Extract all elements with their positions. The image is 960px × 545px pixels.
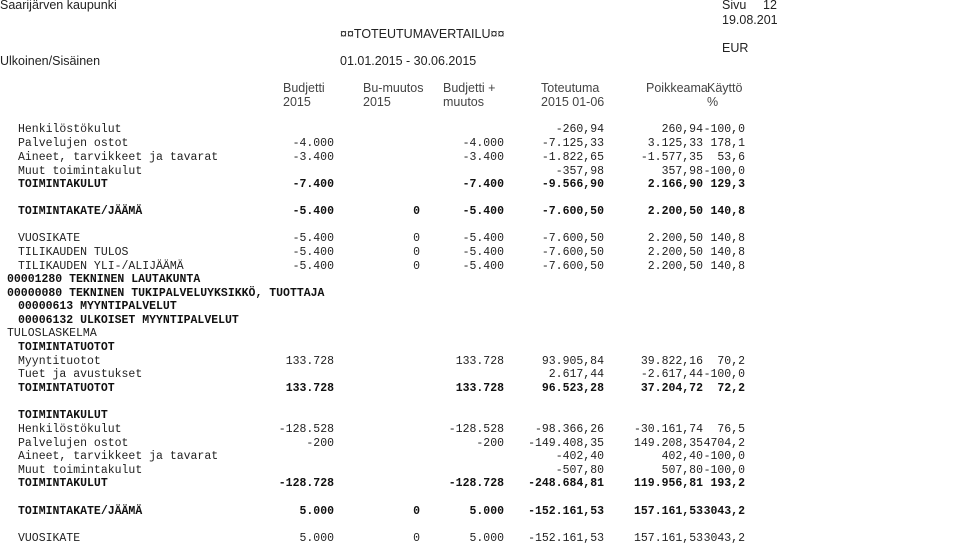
cell-value: 178,1 (710, 137, 745, 150)
cell-value: 96.523,28 (541, 382, 604, 395)
cell-value: -9.566,90 (541, 178, 604, 191)
currency-label: EUR (722, 41, 749, 55)
cell-value: 0 (413, 260, 420, 273)
cell-value: -5.400 (292, 205, 334, 218)
row-label: VUOSIKATE (18, 232, 81, 245)
column-header: Budjetti + (443, 81, 496, 95)
cell-value: -7.600,50 (541, 246, 604, 259)
cell-value: 133.728 (455, 355, 504, 368)
cell-value: -128.528 (448, 423, 504, 436)
cell-value: -7.600,50 (541, 205, 604, 218)
cell-value: -4.000 (462, 137, 504, 150)
cell-value: -5.400 (462, 205, 504, 218)
cell-value: -152.161,53 (528, 505, 604, 518)
row-label: TOIMINTATUOTOT (18, 382, 115, 395)
row-label: TOIMINTATUOTOT (18, 341, 115, 354)
row-label: Palvelujen ostot (18, 437, 129, 450)
cell-value: 70,2 (717, 355, 745, 368)
cell-value: 0 (413, 505, 420, 518)
column-header: 2015 (363, 95, 391, 109)
cell-value: -5.400 (292, 232, 334, 245)
scope-label: Ulkoinen/Sisäinen (0, 54, 101, 68)
cell-value: -248.684,81 (528, 477, 604, 490)
cell-value: 3043,2 (703, 532, 745, 545)
cell-value: -3.400 (462, 151, 504, 164)
row-label: Myyntituotot (18, 355, 101, 368)
cell-value: 119.956,81 (633, 477, 703, 490)
cell-value: -7.600,50 (541, 260, 604, 273)
cell-value: 76,5 (717, 423, 745, 436)
cell-value: -128.728 (278, 477, 334, 490)
cell-value: -260,94 (555, 123, 604, 136)
row-label: TILIKAUDEN TULOS (18, 246, 129, 259)
cell-value: 2.200,50 (647, 232, 703, 245)
cell-value: -100,0 (703, 123, 745, 136)
row-label: TULOSLASKELMA (7, 327, 97, 340)
row-label: TOIMINTAKATE/JÄÄMÄ (18, 505, 143, 518)
cell-value: -7.400 (462, 178, 504, 191)
column-header: Bu-muutos (363, 81, 424, 95)
cell-value: 133.728 (455, 382, 504, 395)
cell-value: 193,2 (710, 477, 745, 490)
row-label: Palvelujen ostot (18, 137, 129, 150)
row-label: Henkilöstökulut (18, 123, 122, 136)
row-label: Muut toimintakulut (18, 165, 143, 178)
cell-value: 357,98 (661, 165, 703, 178)
cell-value: 140,8 (710, 246, 745, 259)
cell-value: 0 (413, 232, 420, 245)
cell-value: -7.125,33 (541, 137, 604, 150)
cell-value: 2.200,50 (647, 246, 703, 259)
cell-value: 133.728 (285, 355, 334, 368)
cell-value: 507,80 (661, 464, 703, 477)
cell-value: 4704,2 (703, 437, 745, 450)
cell-value: -128.728 (448, 477, 504, 490)
row-label: 00000080 TEKNINEN TUKIPALVELUYKSIKKÖ, TUOTTAJA (7, 287, 325, 300)
report-date: 19.08.201 (722, 13, 778, 27)
row-label: 00000613 MYYNTIPALVELUT (18, 300, 177, 313)
cell-value: 2.200,50 (647, 205, 703, 218)
cell-value: -152.161,53 (528, 532, 604, 545)
cell-value: -4.000 (292, 137, 334, 150)
report-title: ¤¤TOTEUTUMAVERTAILU¤¤ (340, 27, 505, 41)
row-label: 00006132 ULKOISET MYYNTIPALVELUT (18, 314, 239, 327)
cell-value: 149.208,35 (633, 437, 703, 450)
cell-value: -3.400 (292, 151, 334, 164)
column-header: 2015 (283, 95, 311, 109)
cell-value: -98.366,26 (534, 423, 604, 436)
row-label: TOIMINTAKULUT (18, 178, 108, 191)
row-label: TOIMINTAKATE/JÄÄMÄ (18, 205, 143, 218)
cell-value: -7.600,50 (541, 232, 604, 245)
row-label: TOIMINTAKULUT (18, 409, 108, 422)
cell-value: 5.000 (299, 505, 334, 518)
cell-value: -5.400 (462, 232, 504, 245)
row-label: 00001280 TEKNINEN LAUTAKUNTA (7, 273, 201, 286)
cell-value: 402,40 (661, 450, 703, 463)
cell-value: 3043,2 (703, 505, 745, 518)
cell-value: -5.400 (462, 246, 504, 259)
column-header: Budjetti (283, 81, 325, 95)
cell-value: 133.728 (285, 382, 334, 395)
row-label: TILIKAUDEN YLI-/ALIJÄÄMÄ (18, 260, 184, 273)
cell-value: -1.822,65 (541, 151, 604, 164)
cell-value: -5.400 (292, 246, 334, 259)
cell-value: -357,98 (555, 165, 604, 178)
row-label: Aineet, tarvikkeet ja tavarat (18, 151, 219, 164)
cell-value: 53,6 (717, 151, 745, 164)
page-number: 12 (763, 0, 777, 12)
cell-value: -1.577,35 (640, 151, 703, 164)
cell-value: 39.822,16 (640, 355, 703, 368)
cell-value: 5.000 (469, 532, 504, 545)
cell-value: 0 (413, 532, 420, 545)
cell-value: -5.400 (292, 260, 334, 273)
cell-value: -200 (476, 437, 504, 450)
cell-value: -100,0 (703, 165, 745, 178)
column-header: % (707, 95, 719, 109)
cell-value: -100,0 (703, 368, 745, 381)
column-header: Käyttö (707, 81, 743, 95)
cell-value: 2.166,90 (647, 178, 703, 191)
column-header: Poikkeama (646, 81, 708, 95)
cell-value: 3.125,33 (647, 137, 703, 150)
cell-value: 0 (413, 205, 420, 218)
row-label: Muut toimintakulut (18, 464, 143, 477)
cell-value: 140,8 (710, 260, 745, 273)
cell-value: 5.000 (299, 532, 334, 545)
row-label: TOIMINTAKULUT (18, 477, 108, 490)
cell-value: -5.400 (462, 260, 504, 273)
cell-value: 0 (413, 246, 420, 259)
cell-value: 157.161,53 (633, 505, 703, 518)
cell-value: 37.204,72 (640, 382, 703, 395)
cell-value: -128.528 (278, 423, 334, 436)
column-header: Toteutuma (541, 81, 600, 95)
cell-value: -100,0 (703, 464, 745, 477)
row-label: Henkilöstökulut (18, 423, 122, 436)
cell-value: -30.161,74 (633, 423, 703, 436)
column-header: 2015 01-06 (541, 95, 605, 109)
cell-value: -402,40 (555, 450, 604, 463)
cell-value: 260,94 (661, 123, 703, 136)
cell-value: 5.000 (469, 505, 504, 518)
cell-value: 140,8 (710, 232, 745, 245)
org-name: Saarijärven kaupunki (0, 0, 117, 12)
cell-value: 157.161,53 (633, 532, 703, 545)
row-label: Aineet, tarvikkeet ja tavarat (18, 450, 219, 463)
row-label: Tuet ja avustukset (18, 368, 143, 381)
cell-value: 2.617,44 (548, 368, 604, 381)
cell-value: -507,80 (555, 464, 604, 477)
page-label: Sivu (722, 0, 747, 12)
cell-value: 2.200,50 (647, 260, 703, 273)
period-label: 01.01.2015 - 30.06.2015 (340, 54, 477, 68)
cell-value: 93.905,84 (541, 355, 604, 368)
row-label: VUOSIKATE (18, 532, 81, 545)
cell-value: -7.400 (292, 178, 334, 191)
cell-value: 140,8 (710, 205, 745, 218)
cell-value: -200 (306, 437, 334, 450)
column-header: muutos (443, 95, 484, 109)
cell-value: 129,3 (710, 178, 745, 191)
cell-value: -149.408,35 (528, 437, 604, 450)
cell-value: 72,2 (717, 382, 745, 395)
cell-value: -100,0 (703, 450, 745, 463)
cell-value: -2.617,44 (640, 368, 703, 381)
